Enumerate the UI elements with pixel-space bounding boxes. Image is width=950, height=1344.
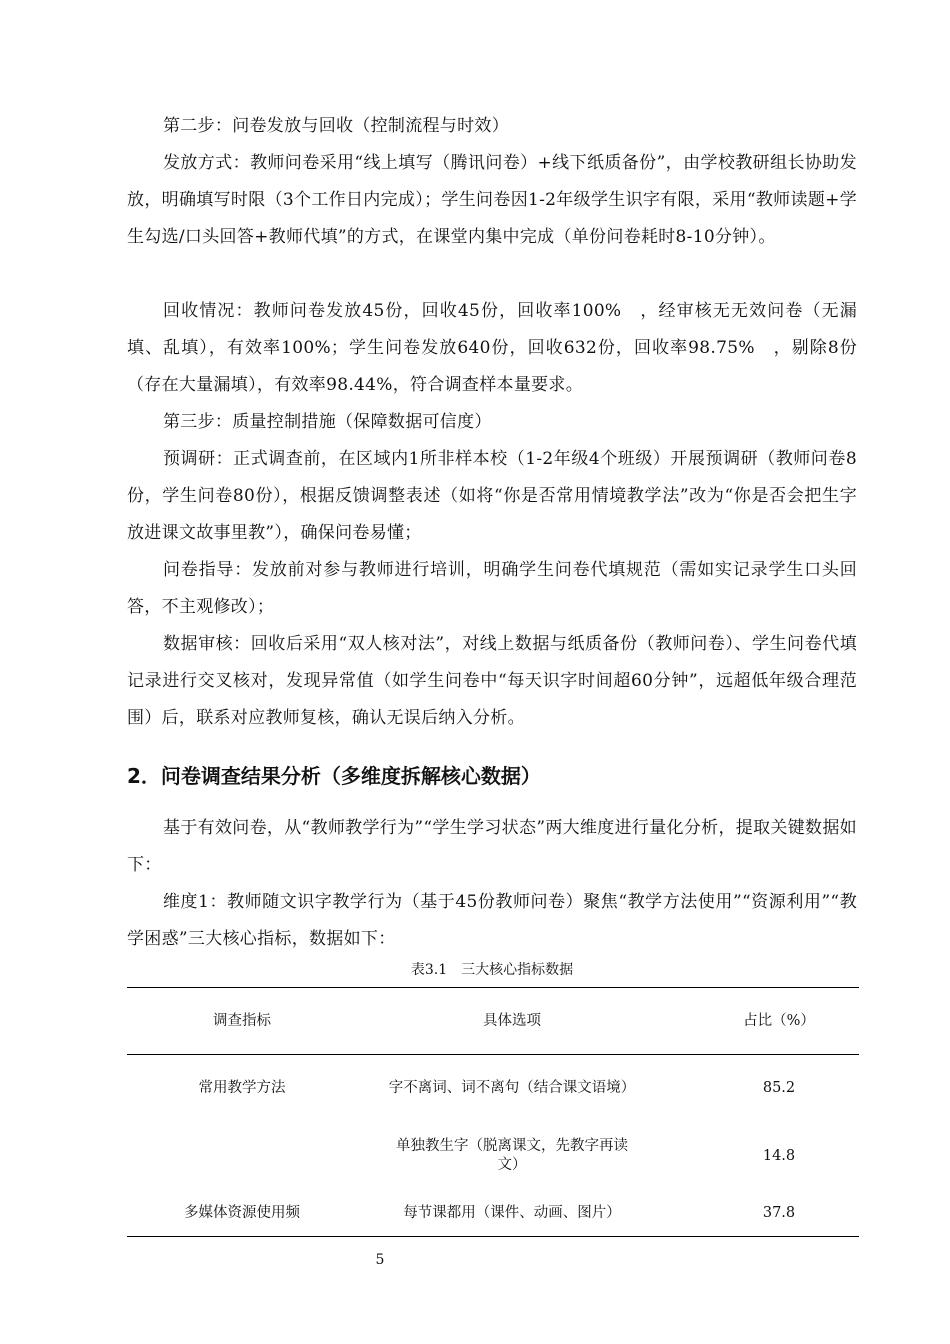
header-percentage: 占比（%） [667, 988, 859, 1055]
cell-option: 单独教生字（脱离课文，先教字再读文） [396, 1138, 628, 1173]
cell-indicator: 多媒体资源使用频 [127, 1190, 357, 1237]
cell-indicator: 常用教学方法 [198, 1080, 286, 1096]
cell-percentage: 14.8 [762, 1147, 796, 1164]
cell-percentage: 85.2 [762, 1080, 796, 1096]
page-number: 5 [375, 1252, 385, 1268]
paragraph-data-review: 数据审核：回收后采用“双人核对法”，对线上数据与纸质备份（教师问卷）、学生问卷代填记录进行交叉核对，发现异常值（如学生问卷中“每天识字时间超60分钟”，远超低年级合理范围）后，联系对应教师复核，确认无误后纳入分析。 [127, 634, 857, 728]
paragraph-dimension-1: 维度1：教师随文识字教学行为（基于45份教师问卷）聚焦“教学方法使用”“资源利用”“教学困惑”三大核心指标，数据如下： [127, 892, 857, 949]
core-indicators-table [127, 987, 859, 1237]
table-header-row [127, 988, 859, 1055]
table-row [127, 1122, 859, 1190]
table-caption: 表3.1 三大核心指标数据 [410, 962, 574, 978]
cell-percentage: 37.8 [667, 1190, 859, 1237]
paragraph-collection-status: 回收情况：教师问卷发放45份，回收45份，回收率100% ，经审核无无效问卷（无漏填、乱填），有效率100%；学生问卷发放640份，回收632份，回收率98.75% ，剔除8份（存在大量漏填），有效率98.44%，符合调查样本量要求。 [127, 301, 857, 395]
table-row [127, 1055, 859, 1123]
cell-option: 字不离词、词不离句（结合课文语境） [388, 1080, 636, 1096]
cell-indicator [127, 1122, 357, 1190]
paragraph-analysis-intro: 基于有效问卷，从“教师教学行为”“学生学习状态”两大维度进行量化分析，提取关键数据如下： [127, 818, 857, 875]
cell-option: 每节课都用（课件、动画、图片） [357, 1190, 667, 1237]
paragraph-distribution-method: 发放方式：教师问卷采用“线上填写（腾讯问卷）+线下纸质备份”，由学校教研组长协助发放，明确填写时限（3个工作日内完成）；学生问卷因1-2年级学生识字有限，采用“教师读题+学生勾选/口头回答+教师代填”的方式，在课堂内集中完成（单份问卷耗时8-10分钟）。 [127, 153, 857, 247]
paragraph-step3-title: 第三步：质量控制措施（保障数据可信度） [163, 412, 492, 432]
paragraph-step2-title: 第二步：问卷发放与回收（控制流程与时效） [163, 116, 509, 136]
header-option: 具体选项 [357, 988, 667, 1055]
section-heading: 2．问卷调查结果分析（多维度拆解核心数据） [127, 764, 541, 788]
header-indicator: 调查指标 [127, 988, 357, 1055]
table-row [127, 1190, 859, 1237]
paragraph-pre-survey: 预调研：正式调查前，在区域内1所非样本校（1-2年级4个班级）开展预调研（教师问卷8份，学生问卷80份），根据反馈调整表述（如将“你是否常用情境教学法”改为“你是否会把生字放进课文故事里教”），确保问卷易懂； [127, 449, 857, 543]
paragraph-questionnaire-guidance: 问卷指导：发放前对参与教师进行培训，明确学生问卷代填规范（需如实记录学生口头回答，不主观修改）； [127, 560, 857, 617]
